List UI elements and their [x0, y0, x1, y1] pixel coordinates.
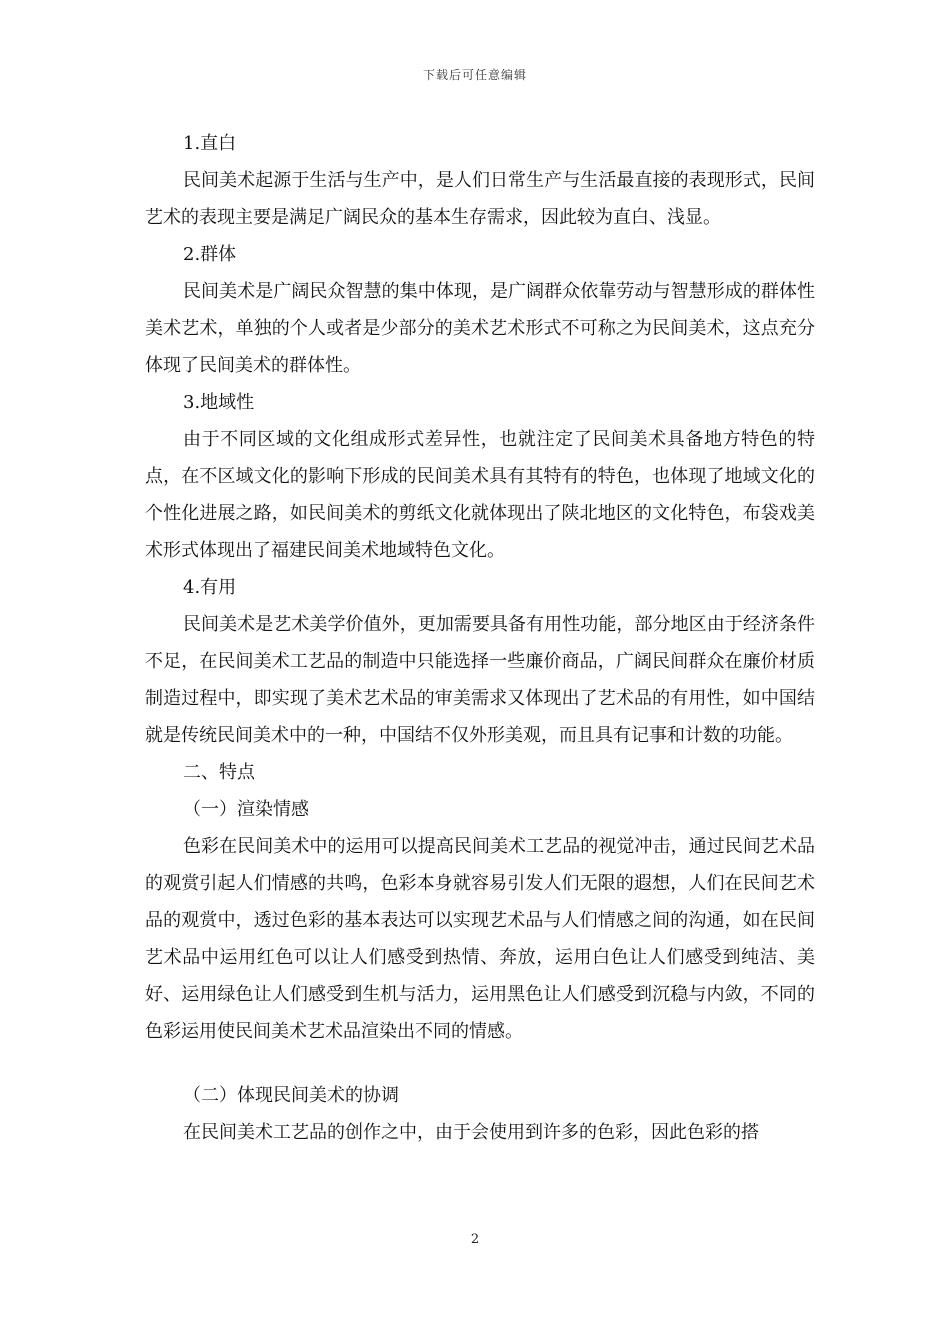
paragraph-gap: [145, 1050, 815, 1077]
subsection-heading-emotion: （一）渲染情感: [183, 799, 309, 820]
paragraph-harmony: 在民间美术工艺品的创作之中，由于会使用到许多的色彩，因此色彩的搭: [183, 1122, 759, 1143]
subsection-heading-harmony: （二）体现民间美术的协调: [183, 1085, 399, 1106]
section-heading-practical: 4.有用: [183, 577, 237, 598]
document-body: [145, 125, 815, 1151]
paragraph-practical: 民间美术是艺术美学价值外，更加需要具备有用性功能，部分地区由于经济条件不足，在民间美术工艺品的制造中只能选择一些廉价商品，广阔民间群众在廉价材质制造过程中，即实现了美术艺术品的审美需求又体现出了艺术品的有用性，如中国结就是传统民间美术中的一种，中国结不仅外形美观，而且具有记事和计数的功能。: [145, 614, 815, 746]
page-number: 2: [470, 1232, 480, 1247]
section-heading-group: 2.群体: [183, 244, 237, 265]
section-heading-regional: 3.地域性: [183, 392, 255, 413]
paragraph-emotion: 色彩在民间美术中的运用可以提高民间美术工艺品的视觉冲击，通过民间艺术品的观赏引起人们情感的共鸣，色彩本身就容易引发人们无限的遐想，人们在民间艺术品的观赏中，透过色彩的基本表达可以实现艺术品与人们情感之间的沟通，如在民间艺术品中运用红色可以让人们感受到热情、奔放，运用白色让人们感受到纯洁、美好、运用绿色让人们感受到生机与活力，运用黑色让人们感受到沉稳与内敛，不同的色彩运用使民间美术艺术品渲染出不同的情感。: [145, 836, 815, 1042]
paragraph-group: 民间美术是广阔民众智慧的集中体现，是广阔群众依靠劳动与智慧形成的群体性美术艺术，单独的个人或者是少部分的美术艺术形式不可称之为民间美术，这点充分体现了民间美术的群体性。: [145, 281, 815, 376]
section-heading-direct: 1.直白: [183, 133, 237, 154]
paragraph-direct: 民间美术起源于生活与生产中，是人们日常生产与生活最直接的表现形式，民间艺术的表现主要是满足广阔民众的基本生存需求，因此较为直白、浅显。: [145, 170, 815, 228]
paragraph-regional: 由于不同区域的文化组成形式差异性，也就注定了民间美术具备地方特色的特点，在不区域文化的影响下形成的民间美术具有其特有的特色，也体现了地域文化的个性化进展之路，如民间美术的剪纸文化就体现出了陕北地区的文化特色，布袋戏美术形式体现出了福建民间美术地域特色文化。: [145, 429, 815, 561]
page-header: 下载后可任意编辑: [422, 68, 527, 82]
section-heading-features: 二、特点: [183, 762, 255, 783]
